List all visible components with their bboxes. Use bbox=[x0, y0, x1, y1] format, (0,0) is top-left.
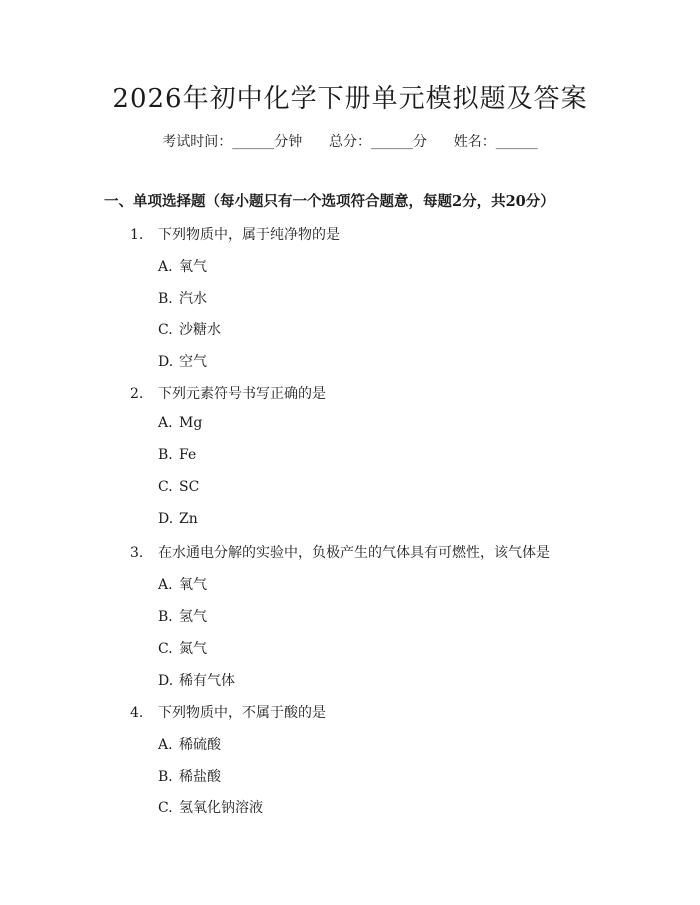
option-4c bbox=[158, 797, 263, 817]
option-4a bbox=[158, 734, 221, 754]
option-text: 氮气 bbox=[179, 641, 207, 657]
option-text: 氧气 bbox=[179, 577, 207, 593]
option-text: 沙糖水 bbox=[179, 322, 221, 338]
option-text: 氧气 bbox=[179, 259, 207, 275]
option-text: SC bbox=[179, 479, 200, 495]
option-3c bbox=[158, 638, 207, 658]
question-4 bbox=[130, 702, 326, 722]
option-letter: C. bbox=[158, 800, 173, 816]
option-letter: A. bbox=[158, 415, 173, 431]
option-text: 稀盐酸 bbox=[179, 769, 221, 785]
option-text: 空气 bbox=[179, 354, 207, 370]
option-3b bbox=[158, 606, 207, 626]
option-text: 稀硫酸 bbox=[179, 737, 221, 753]
option-letter: C. bbox=[158, 479, 173, 495]
question-3 bbox=[130, 542, 550, 562]
question-text: 下列物质中，属于纯净物的是 bbox=[158, 227, 340, 243]
question-number: 3. bbox=[130, 545, 144, 561]
option-text: Mg bbox=[179, 415, 203, 431]
option-text: Fe bbox=[179, 447, 197, 463]
option-3a bbox=[158, 574, 207, 594]
option-3d bbox=[158, 670, 235, 690]
option-1b bbox=[158, 288, 207, 308]
option-1c bbox=[158, 319, 221, 339]
option-text: Zn bbox=[179, 511, 198, 527]
option-letter: B. bbox=[158, 609, 173, 625]
page-title: 2026年初中化学下册单元模拟题及答案 bbox=[112, 84, 588, 114]
option-4b bbox=[158, 766, 221, 786]
option-letter: A. bbox=[158, 259, 173, 275]
question-text: 在水通电分解的实验中，负极产生的气体具有可燃性，该气体是 bbox=[158, 545, 550, 561]
question-text: 下列元素符号书写正确的是 bbox=[158, 386, 326, 402]
option-letter: A. bbox=[158, 737, 173, 753]
question-1 bbox=[130, 224, 340, 244]
option-2d bbox=[158, 511, 198, 527]
option-letter: C. bbox=[158, 322, 173, 338]
option-letter: D. bbox=[158, 511, 174, 527]
question-text: 下列物质中，不属于酸的是 bbox=[158, 705, 326, 721]
option-letter: B. bbox=[158, 447, 173, 463]
option-letter: B. bbox=[158, 291, 173, 307]
option-letter: D. bbox=[158, 354, 174, 370]
option-letter: C. bbox=[158, 641, 173, 657]
option-1a bbox=[158, 256, 207, 276]
question-number: 2. bbox=[130, 386, 144, 402]
exam-meta-line: 考试时间：______分钟 总分：______分 姓名：______ bbox=[162, 134, 538, 150]
question-2 bbox=[130, 383, 326, 403]
option-letter: B. bbox=[158, 769, 173, 785]
question-number: 1. bbox=[130, 227, 144, 243]
option-2b bbox=[158, 447, 196, 463]
question-number: 4. bbox=[130, 705, 144, 721]
option-1d bbox=[158, 351, 207, 371]
option-text: 稀有气体 bbox=[179, 673, 235, 689]
option-text: 汽水 bbox=[179, 291, 207, 307]
option-2c bbox=[158, 479, 199, 495]
option-letter: A. bbox=[158, 577, 173, 593]
option-text: 氢氧化钠溶液 bbox=[179, 800, 263, 816]
option-letter: D. bbox=[158, 673, 174, 689]
option-2a bbox=[158, 415, 202, 431]
option-text: 氢气 bbox=[179, 609, 207, 625]
section-heading: 一、单项选择题（每小题只有一个选项符合题意，每题2分，共20分） bbox=[104, 193, 555, 210]
